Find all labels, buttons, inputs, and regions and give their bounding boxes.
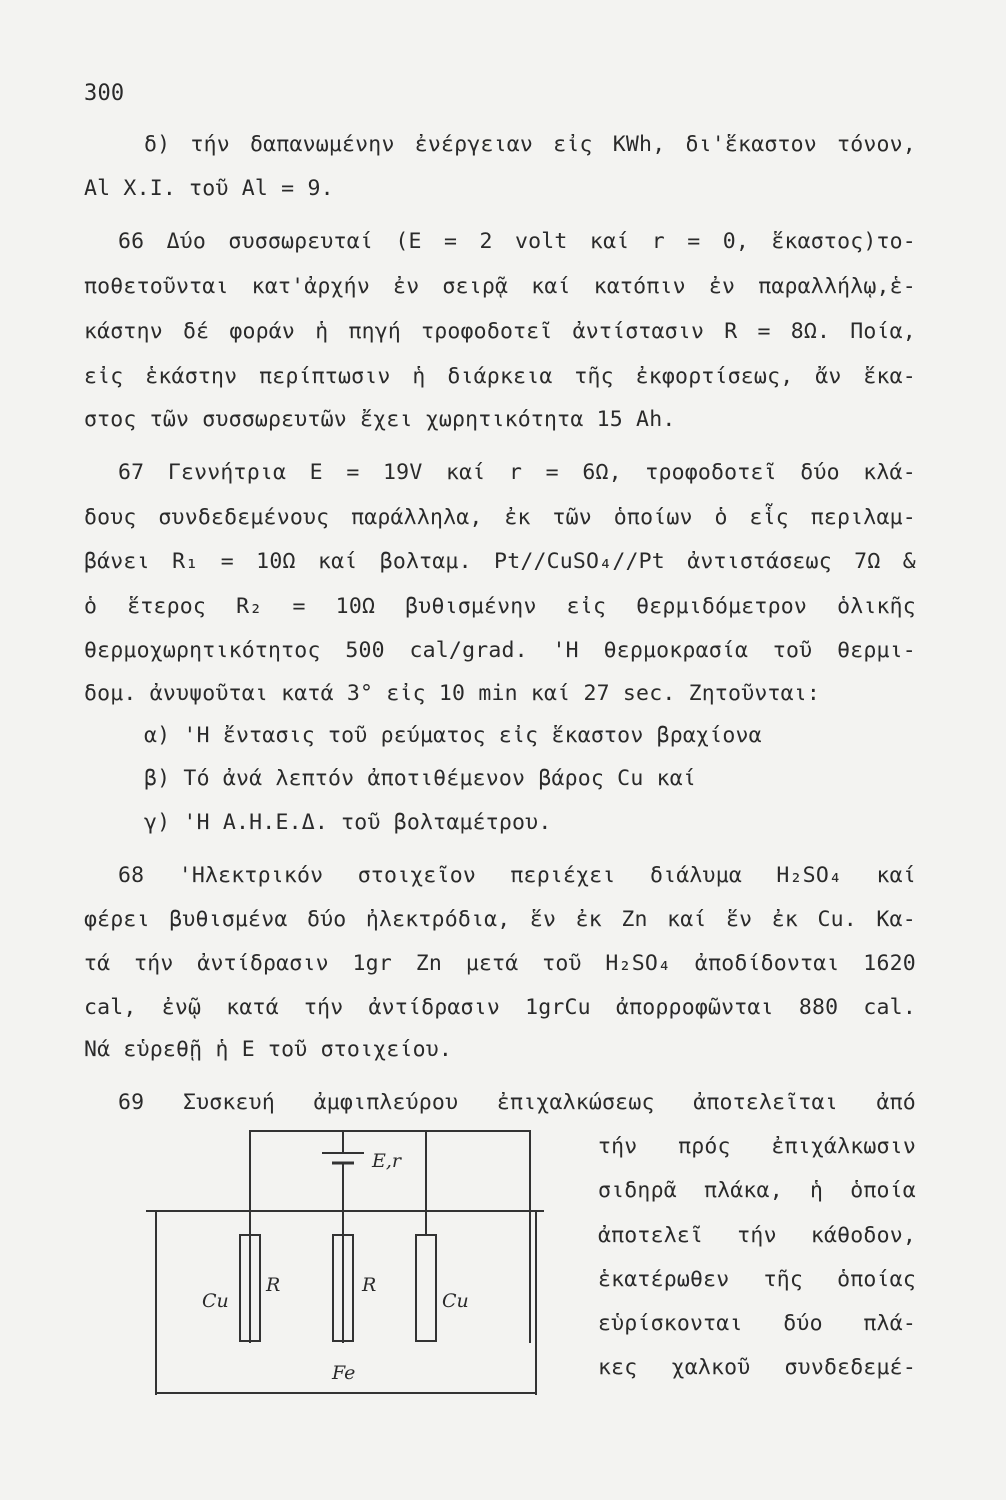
page-number: 300 xyxy=(84,81,125,106)
problem-69-line-6: εὑρίσκονται δύο πλά- xyxy=(598,1311,916,1336)
problem-66-line-3: κάστην δέ φοράν ἡ πηγή τροφοδοτεῖ ἀντίστασιν R = 8Ω. Ποία, xyxy=(84,319,916,344)
problem-69-line-3: σιδηρᾶ πλάκα, ἡ ὁποία xyxy=(598,1178,916,1203)
problem-67-line-5: θερμοχωρητικότητος 500 cal/grad. 'Η θερμοκρασία τοῦ θερμι- xyxy=(84,638,916,663)
problem-68-line-2: φέρει βυθισμένα δύο ἠλεκτρόδια, ἕν ἐκ Zn καί ἕν ἐκ Cu. Κα- xyxy=(84,907,916,932)
problem-67-line-6: δομ. ἀνυψοῦται κατά 3° εἰς 10 min καί 27 sec. Ζητοῦνται: xyxy=(84,681,821,706)
problem-68-line-1: 68 'Ηλεκτρικόν στοιχεῖον περιέχει διάλυμα H₂SO₄ καί xyxy=(118,863,916,888)
electrode-right xyxy=(416,1235,436,1341)
problem-66-line-4: εἰς ἑκάστην περίπτωσιν ἡ διάρκεια τῆς ἐκφορτίσεως, ἄν ἕκα- xyxy=(84,364,916,389)
problem-68-line-4: cal, ἐνῷ κατά τήν ἀντίδρασιν 1grCu ἀπορροφῶνται 880 cal. xyxy=(84,995,916,1020)
left-electrode-label: Cu xyxy=(202,1290,229,1312)
problem-69-line-5: ἑκατέρωθεν τῆς ὁποίας xyxy=(598,1267,916,1292)
problem-69-line-4: ἀποτελεῖ τήν κάθοδον, xyxy=(598,1223,916,1248)
battery-label: E,r xyxy=(372,1150,401,1172)
problem-69-line-7: κες χαλκοῦ συνδεδεμέ- xyxy=(598,1355,916,1380)
problem-67-item-a: α) 'Η ἔντασις τοῦ ρεύματος εἰς ἕκαστον βραχίονα xyxy=(144,723,762,748)
bath-label: Fe xyxy=(332,1362,356,1384)
problem-67-line-2: δους συνδεδεμένους παράλληλα, ἐκ τῶν ὁποίων ὁ εἷς περιλαμ- xyxy=(84,505,916,530)
text-line-2: Al X.I. τοῦ Al = 9. xyxy=(84,176,334,201)
problem-67-line-1: 67 Γεννήτρια E = 19V καί r = 6Ω, τροφοδοτεῖ δύο κλά- xyxy=(118,460,916,485)
problem-68-line-5: Νά εὑρεθῇ ἡ E τοῦ στοιχείου. xyxy=(84,1037,453,1062)
problem-66-line-2: ποθετοῦνται κατ'ἀρχήν ἐν σειρᾷ καί κατόπιν ἐν παραλλήλῳ,ἑ- xyxy=(84,274,916,299)
problem-66-line-5: στος τῶν συσσωρευτῶν ἔχει χωρητικότητα 15 Ah. xyxy=(84,407,676,432)
right-electrode-label: Cu xyxy=(442,1290,469,1312)
problem-67-item-c: γ) 'Η Α.Η.Ε.Δ. τοῦ βολταμέτρου. xyxy=(144,810,552,835)
problem-67-item-b: β) Τό ἀνά λεπτόν ἀποτιθέμενον βάρος Cu καί xyxy=(144,766,697,791)
resistor-left-label: R xyxy=(266,1274,281,1296)
problem-66-line-1: 66 Δύο συσσωρευταί (E = 2 volt καί r = 0, ἕκαστος)το- xyxy=(118,229,916,254)
problem-67-line-3: βάνει R₁ = 10Ω καί βολταμ. Pt//CuSO₄//Pt ἀντιστάσεως 7Ω & xyxy=(84,549,916,574)
problem-69-line-1: 69 Συσκευή ἀμφιπλεύρου ἐπιχαλκώσεως ἀποτελεῖται ἀπό xyxy=(118,1090,916,1115)
resistor-middle-label: R xyxy=(362,1274,377,1296)
problem-67-line-4: ὁ ἕτερος R₂ = 10Ω βυθισμένην εἰς θερμιδόμετρον ὁλικῆς xyxy=(84,594,916,619)
electroplating-diagram xyxy=(140,1125,550,1395)
circuit-svg xyxy=(140,1125,550,1395)
problem-69-line-2: τήν πρός ἐπιχάλκωσιν xyxy=(598,1134,916,1159)
problem-68-line-3: τά τήν ἀντίδρασιν 1gr Zn μετά τοῦ H₂SO₄ ἀποδίδονται 1620 xyxy=(84,951,916,976)
text-line-1: δ) τήν δαπανωμένην ἐνέργειαν εἰς KWh, δι'ἕκαστον τόνον, xyxy=(144,132,916,157)
